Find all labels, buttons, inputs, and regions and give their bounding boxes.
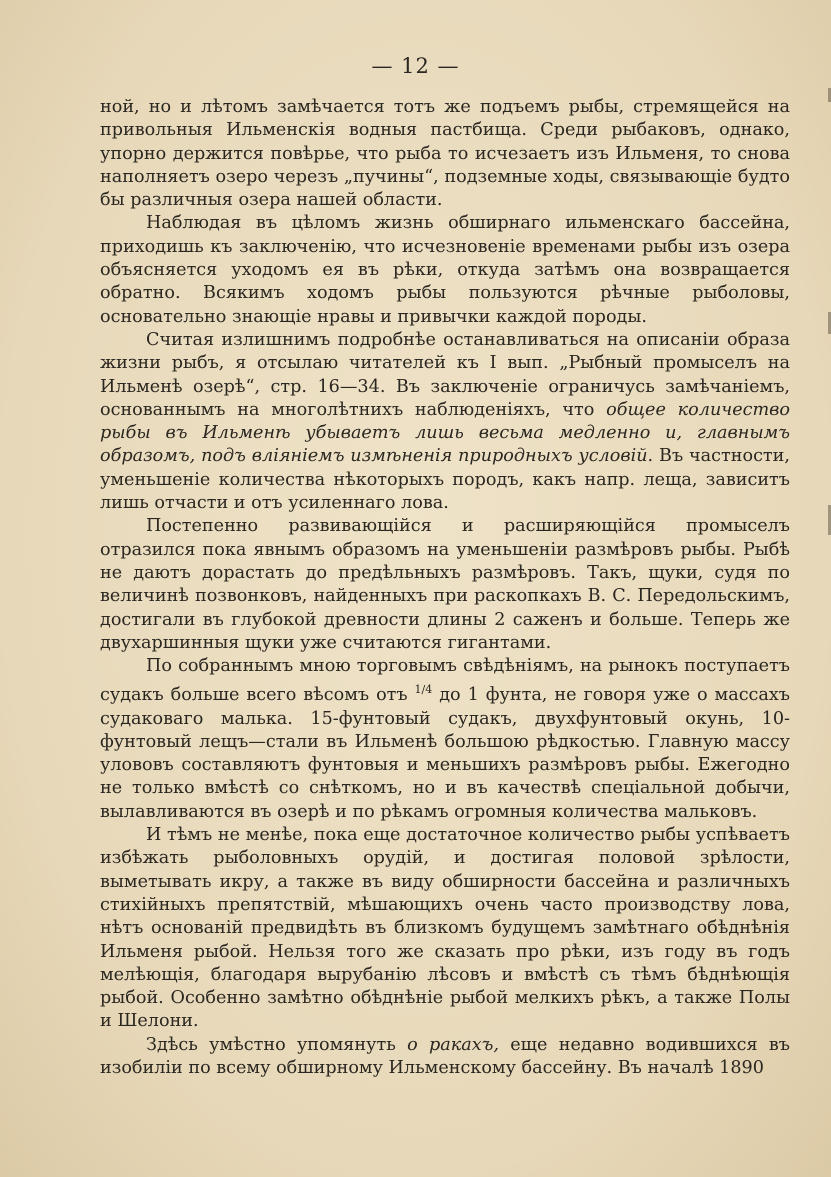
paragraph-1	[100, 96, 790, 212]
page-number: — 12 —	[371, 54, 460, 78]
italic-text: общее количество рыбы въ Ильменѣ убываетъ лишь весьма медленно и, главнымъ образомъ, подъ вліяніемъ измѣненія природныхъ условій.	[100, 399, 790, 467]
text-run: до 1 фунта, не говоря уже о массахъ судаковаго малька. 15-фунтовый судакъ, двухфунтовый окунь, 10-фунтовый лещъ—стали въ Ильменѣ большою рѣдкостью. Главную массу улововъ составляютъ фунтовыя и меньшихъ размѣровъ рыбы. Ежегодно не только вмѣстѣ со снѣткомъ, но и въ качествѣ спеціальной добычи, вылавливаются въ озерѣ и по рѣкамъ огромныя количества мальковъ.	[100, 685, 791, 822]
paragraph-6	[100, 824, 790, 1034]
text-run: ной, но и лѣтомъ замѣчается тотъ же подъемъ рыбы, стремящейся на привольныя Ильменскія водныя пастбища. Среди рыбаковъ, однако, упорно держится повѣрье, что рыба то исчезаетъ изъ Ильменя, то снова наполняетъ озеро черезъ „пучины“, подземные ходы, связывающіе будто бы различныя озера нашей области.	[100, 97, 790, 211]
text-run: еще недавно водившихся въ изобиліи по всему обширному Ильменскому бассейну. Въ началѣ 1890	[100, 1034, 790, 1079]
text-run: Въ частности, уменьшеніе количества нѣкоторыхъ породъ, какъ напр. леща, зависитъ лишь отчасти и отъ усиленнаго лова.	[100, 446, 790, 514]
paragraph-2	[100, 212, 790, 328]
text-run: Считая излишнимъ подробнѣе останавливаться на описаніи образа жизни рыбъ, я отсылаю читателей къ I вып. „Рыбный промыселъ на Ильменѣ озерѣ“, стр. 16—34. Въ заключеніе ограничусь замѣчаніемъ, основаннымъ на многолѣтнихъ наблюденіяхъ, что	[100, 329, 790, 420]
text-run: Наблюдая въ цѣломъ жизнь обширнаго ильменскаго бассейна, приходишь къ заключенію, что исчезновеніе временами рыбы изъ озера объясняется уходомъ ея въ рѣки, откуда затѣмъ она возвращается обратно. Всякимъ ходомъ рыбы пользуются рѣчные рыболовы, основательно знающіе нравы и привычки каждой породы.	[100, 213, 790, 327]
text-run: Здѣсь умѣстно упомянуть	[146, 1034, 408, 1055]
fraction-text: 1/4	[414, 683, 433, 697]
paragraph-7	[100, 1034, 790, 1081]
body-text	[100, 96, 790, 1080]
text-run: И тѣмъ не менѣе, пока еще достаточное количество рыбы успѣваетъ избѣжать рыболовныхъ орудій, и достигая половой зрѣлости, выметывать икру, а также въ виду обширности бассейна и различныхъ стихійныхъ препятствій, мѣшающихъ очень часто производству лова, нѣтъ основаній предвидѣть въ близкомъ будущемъ замѣтнаго обѣднѣнія Ильменя рыбой. Нельзя того же сказать про рѣки, изъ году въ годъ мелѣющія, благодаря вырубанію лѣсовъ и вмѣстѣ съ тѣмъ бѣднѣющія рыбой. Особенно замѣтно обѣднѣніе рыбой мелкихъ рѣкъ, а также Полы и Шелони.	[100, 825, 790, 1032]
text-run: Постепенно развивающійся и расширяющійся промыселъ отразился пока явнымъ образомъ на уменьшеніи размѣровъ рыбы. Рыбѣ не даютъ дорастать до предѣльныхъ размѣровъ. Такъ, щуки, судя по величинѣ позвонковъ, найденныхъ при раскопкахъ В. С. Передольскимъ, достигали въ глубокой древности длины 2 саженъ и больше. Теперь же двухаршинныя щуки уже считаются гигантами.	[100, 516, 790, 653]
italic-text: о ракахъ,	[407, 1034, 499, 1055]
paragraph-3	[100, 329, 790, 515]
text-run: По собраннымъ мною торговымъ свѣдѣніямъ, на рынокъ поступаетъ судакъ больше всего вѣсомъ отъ	[100, 656, 790, 706]
paragraph-4	[100, 515, 790, 655]
paragraph-5	[100, 655, 790, 824]
